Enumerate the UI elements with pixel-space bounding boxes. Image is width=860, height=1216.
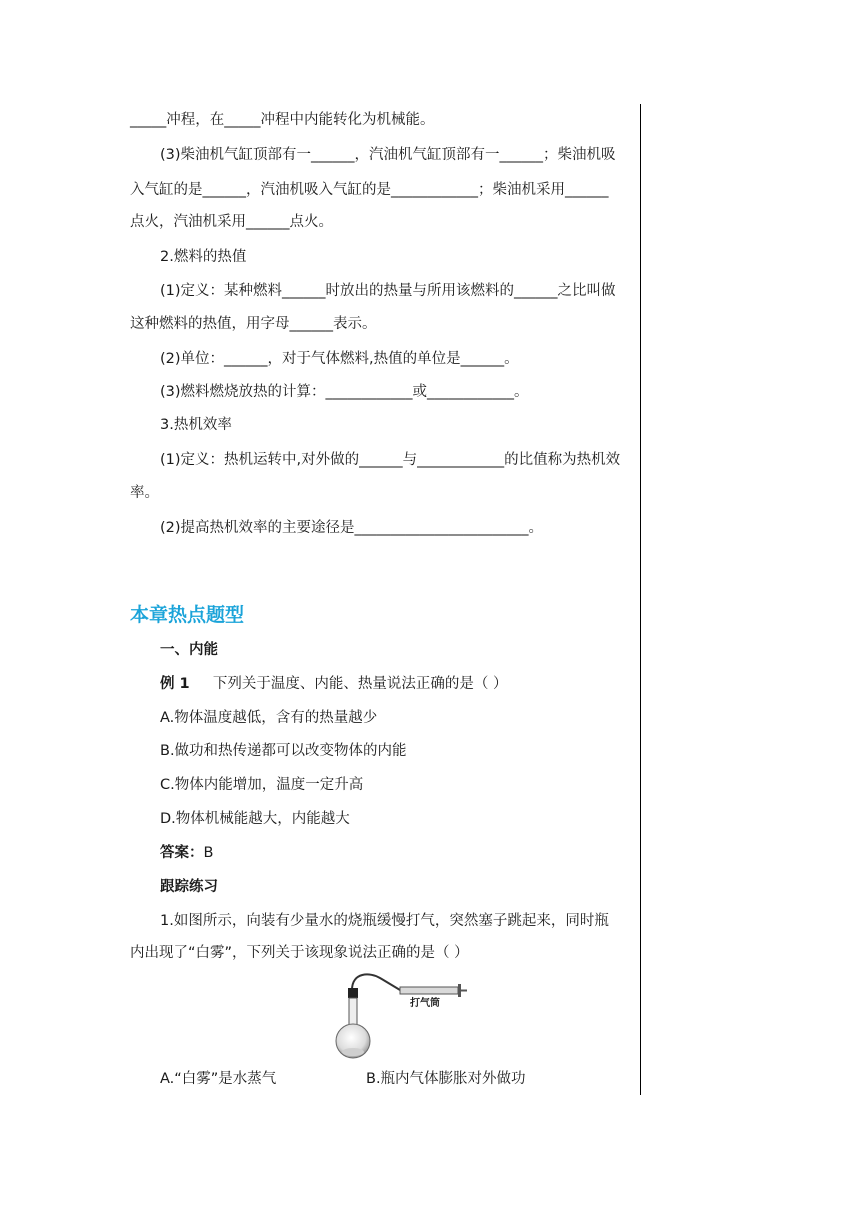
example-question	[160, 674, 507, 694]
text-line: 入气缸的是______，汽油机吸入气缸的是____________；柴油机采用______	[130, 182, 609, 198]
example-stem: 下列关于温度、内能、热量说法正确的是（ ）	[212, 676, 508, 692]
option-d: D.物体机械能越大，内能越大	[160, 811, 350, 827]
option-a: A.物体温度越低，含有的热量越少	[160, 710, 378, 726]
text-line: (1)定义：热机运转中,对外做的______与____________的比值称为热机效	[160, 452, 621, 468]
text-line: (3)柴油机气缸顶部有一______，汽油机气缸顶部有一______；柴油机吸	[160, 147, 616, 163]
right-margin-rule	[640, 104, 641, 1095]
text-line: (3)燃料燃烧放热的计算：____________或____________。	[160, 384, 529, 400]
text-line: (2)单位：______，对于气体燃料,热值的单位是______。	[160, 351, 519, 367]
practice-option-b: B.瓶内气体膨胀对外做功	[366, 1071, 526, 1087]
example-label: 例 1	[160, 676, 190, 692]
subsection-title: 一、内能	[160, 642, 218, 658]
option-c: C.物体内能增加，温度一定升高	[160, 777, 364, 793]
text-line: 3.热机效率	[160, 417, 232, 433]
answer-line	[160, 843, 213, 863]
flask-pump-illustration	[330, 972, 470, 1062]
practice-question-line: 1.如图所示，向装有少量水的烧瓶缓慢打气，突然塞子跳起来，同时瓶	[160, 913, 609, 929]
section-title: 本章热点题型	[130, 604, 245, 626]
text-line: 点火，汽油机采用______点火。	[130, 214, 333, 230]
text-line: 2.燃料的热值	[160, 249, 247, 265]
text-line: (2)提高热机效率的主要途径是________________________。	[160, 520, 544, 536]
text-line: 率。	[130, 485, 159, 501]
flask-pump-figure	[330, 972, 470, 1062]
figure-label: 打气筒	[410, 998, 440, 1009]
practice-title: 跟踪练习	[160, 879, 218, 895]
practice-question-line: 内出现了“白雾”，下列关于该现象说法正确的是（ ）	[130, 945, 469, 961]
text-line: _____冲程，在_____冲程中内能转化为机械能。	[130, 112, 435, 128]
option-b: B.做功和热传递都可以改变物体的内能	[160, 743, 407, 759]
text-line: 这种燃料的热值，用字母______表示。	[130, 316, 377, 332]
practice-option-a: A.“白雾”是水蒸气	[160, 1071, 277, 1087]
answer-value: B	[203, 845, 214, 861]
text-line: (1)定义：某种燃料______时放出的热量与所用该燃料的______之比叫做	[160, 283, 616, 299]
answer-label: 答案：	[160, 845, 204, 861]
